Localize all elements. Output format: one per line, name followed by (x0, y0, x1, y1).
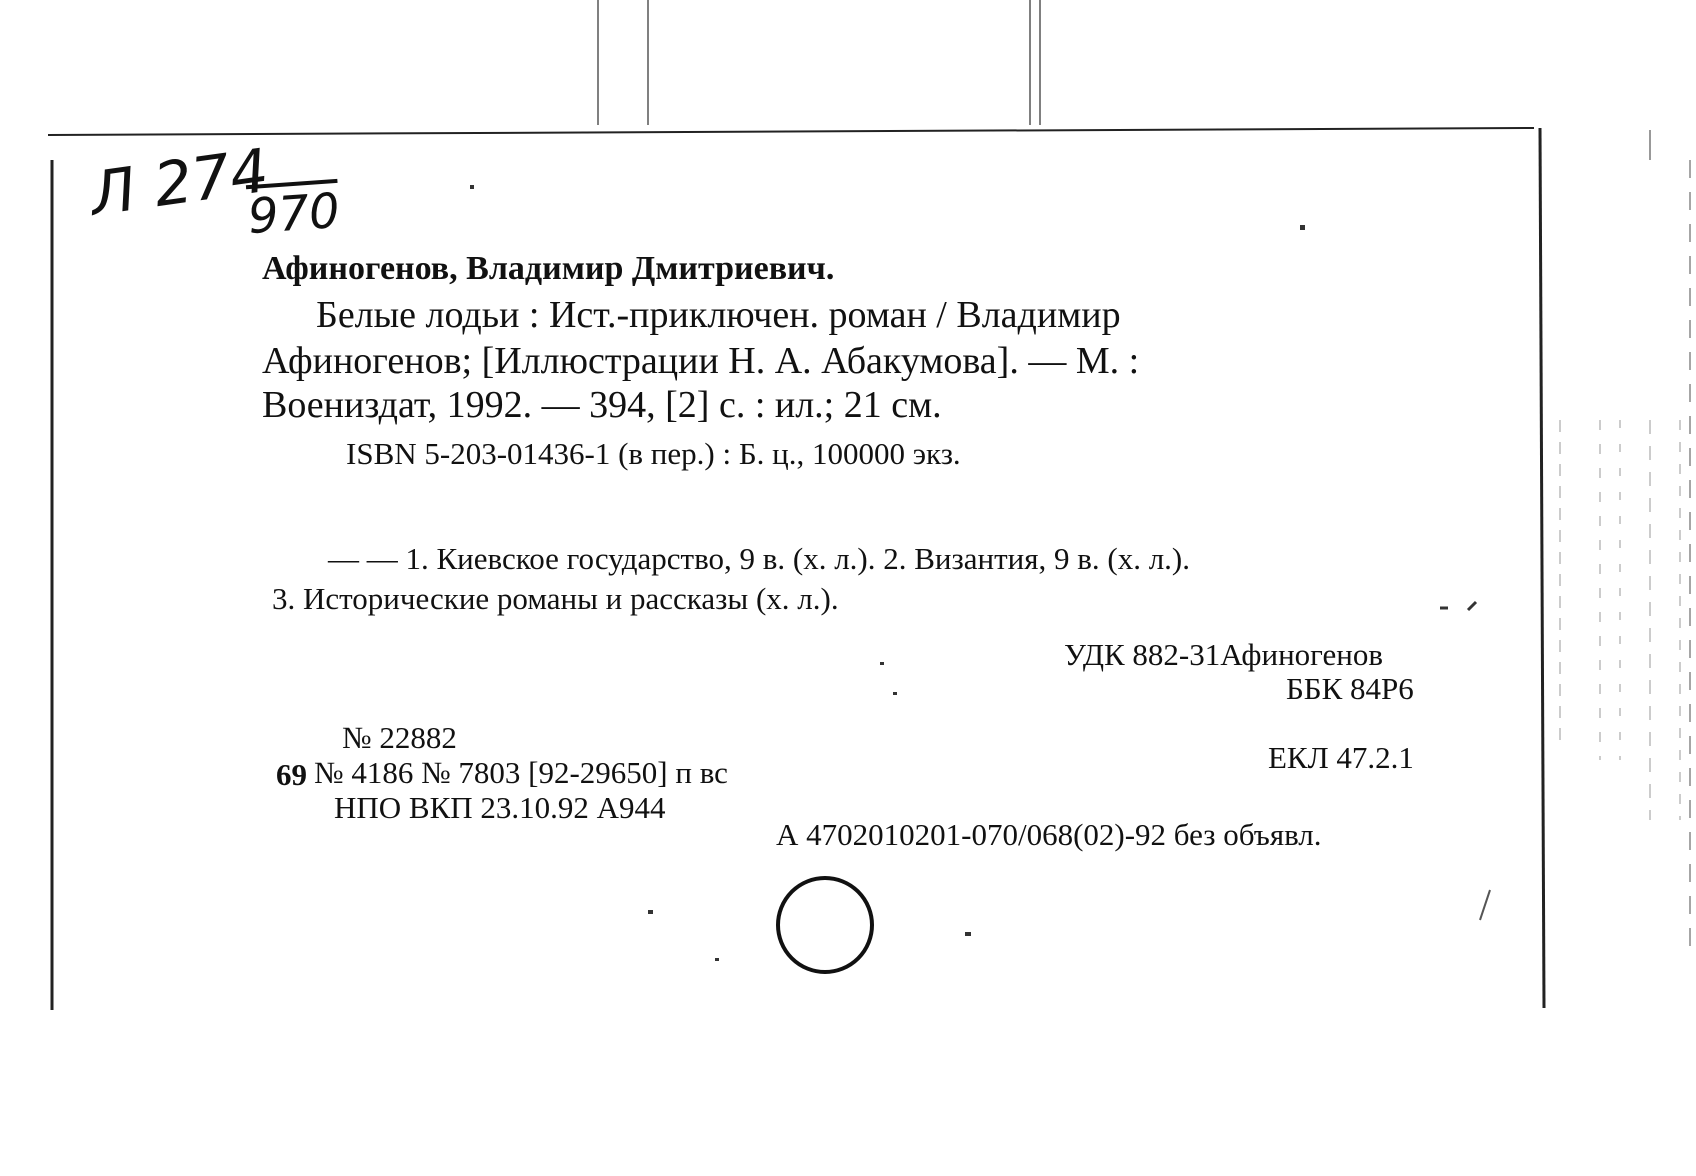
catalog-number-2: № 4186 № 7803 [92-29650] п вс (314, 755, 728, 790)
description-line-1: Белые лодьи : Ист.-приключен. роман / Владимир (316, 294, 1121, 336)
subject-line-2: 3. Исторические романы и рассказы (х. л.). (272, 581, 839, 616)
punch-hole-icon (778, 878, 872, 972)
catalog-number-1: № 22882 (342, 720, 457, 755)
catalog-prefix: 69 (276, 757, 307, 792)
registration-line: А 4702010201-070/068(02)-92 без объявл. (776, 817, 1322, 852)
udk-code: УДК 882-31Афиногенов (1064, 637, 1383, 672)
catalog-number-3: НПО ВКП 23.10.92 А944 (334, 790, 666, 825)
ekl-code: ЕКЛ 47.2.1 (1268, 740, 1414, 775)
description-line-3: Воениздат, 1992. — 394, [2] с. : ил.; 21 см. (262, 384, 942, 426)
isbn-line: ISBN 5-203-01436-1 (в пер.) : Б. ц., 100000 экз. (346, 436, 961, 471)
subject-line-1: — — 1. Киевское государство, 9 в. (х. л.). 2. Византия, 9 в. (х. л.). (328, 541, 1191, 576)
description-line-2: Афиногенов; [Иллюстрации Н. А. Абакумова]. — М. : (262, 340, 1140, 382)
bbk-code: ББК 84Р6 (1286, 671, 1414, 706)
shelf-mark-main: Л 274 (85, 135, 273, 231)
shelf-mark-sub-text: 970 (246, 182, 342, 246)
shelf-mark-sub (246, 183, 341, 245)
author-heading: Афиногенов, Владимир Дмитриевич. (262, 250, 835, 287)
